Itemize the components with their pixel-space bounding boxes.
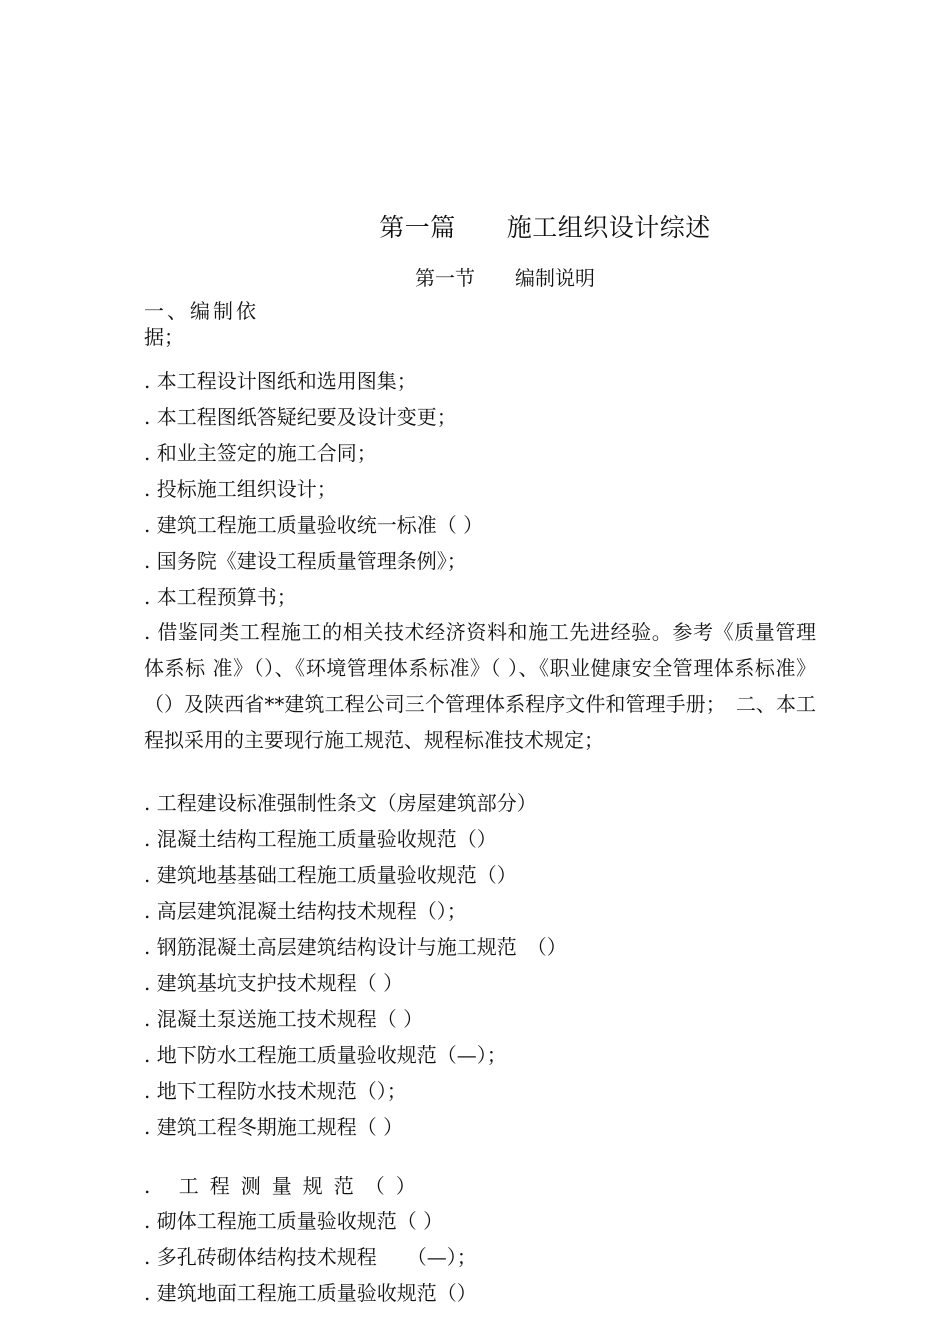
spec-item: . 建筑工程冬期施工规程（ ） — [144, 1115, 404, 1139]
spec-item: . 地下防水工程施工质量验收规范（—）； — [144, 1043, 507, 1067]
spec-item: . 建筑基坑支护技术规程（ ） — [144, 971, 404, 995]
basis-item: . 本工程图纸答疑纪要及设计变更； — [144, 405, 457, 429]
spec-item: . 砌体工程施工质量验收规范（ ） — [144, 1209, 444, 1233]
section-title: 第一节 编制说明 — [415, 266, 595, 290]
basis-item: . 本工程设计图纸和选用图集； — [144, 369, 417, 393]
spec-item: . 工程建设标准强制性条文（房屋建筑部分） — [144, 791, 537, 815]
basis-item: . 国务院《建设工程质量管理条例》； — [144, 549, 467, 573]
spec-item: . 建筑地面工程施工质量验收规范（） — [144, 1281, 477, 1305]
spec-item: . 混凝土泵送施工技术规程（ ） — [144, 1007, 424, 1031]
basis-item: . 和业主签定的施工合同； — [144, 441, 377, 465]
chapter-title: 第一篇 施工组织设计综述 — [379, 213, 711, 242]
basis-item: . 投标施工组织设计； — [144, 477, 337, 501]
reference-paragraph: . 借鉴同类工程施工的相关技术经济资料和施工先进经验。参考《质量管理体系标 准》（）、《环境管理体系标准》（ ）、《职业健康安全管理体系标准》（）及陕西省**建筑工程公司三个管理体系程序文件和管理手册； 二、本工程拟采用的主要现行施工规范、规程标准技术规定； — [144, 620, 816, 752]
basis-item: . 本工程预算书； — [144, 585, 297, 609]
spec-item: . 建筑地基基础工程施工质量验收规范（） — [144, 863, 517, 887]
spec-item-spaced: . 工程测量规范（） — [144, 1174, 427, 1198]
basis-item: . 建筑工程施工质量验收统一标准（ ） — [144, 513, 484, 537]
spec-item: . 高层建筑混凝土结构技术规程（）； — [144, 899, 467, 923]
basis-heading-line-1: 一、编制依 — [144, 299, 259, 323]
spec-item: . 多孔砖砌体结构技术规程 （—）； — [144, 1245, 477, 1269]
spec-item: . 混凝土结构工程施工质量验收规范（） — [144, 827, 497, 851]
basis-heading-line-2: 据； — [144, 325, 184, 349]
spec-item: . 地下工程防水技术规范（）； — [144, 1079, 407, 1103]
spec-item: . 钢筋混凝土高层建筑结构设计与施工规范 （） — [144, 935, 567, 959]
